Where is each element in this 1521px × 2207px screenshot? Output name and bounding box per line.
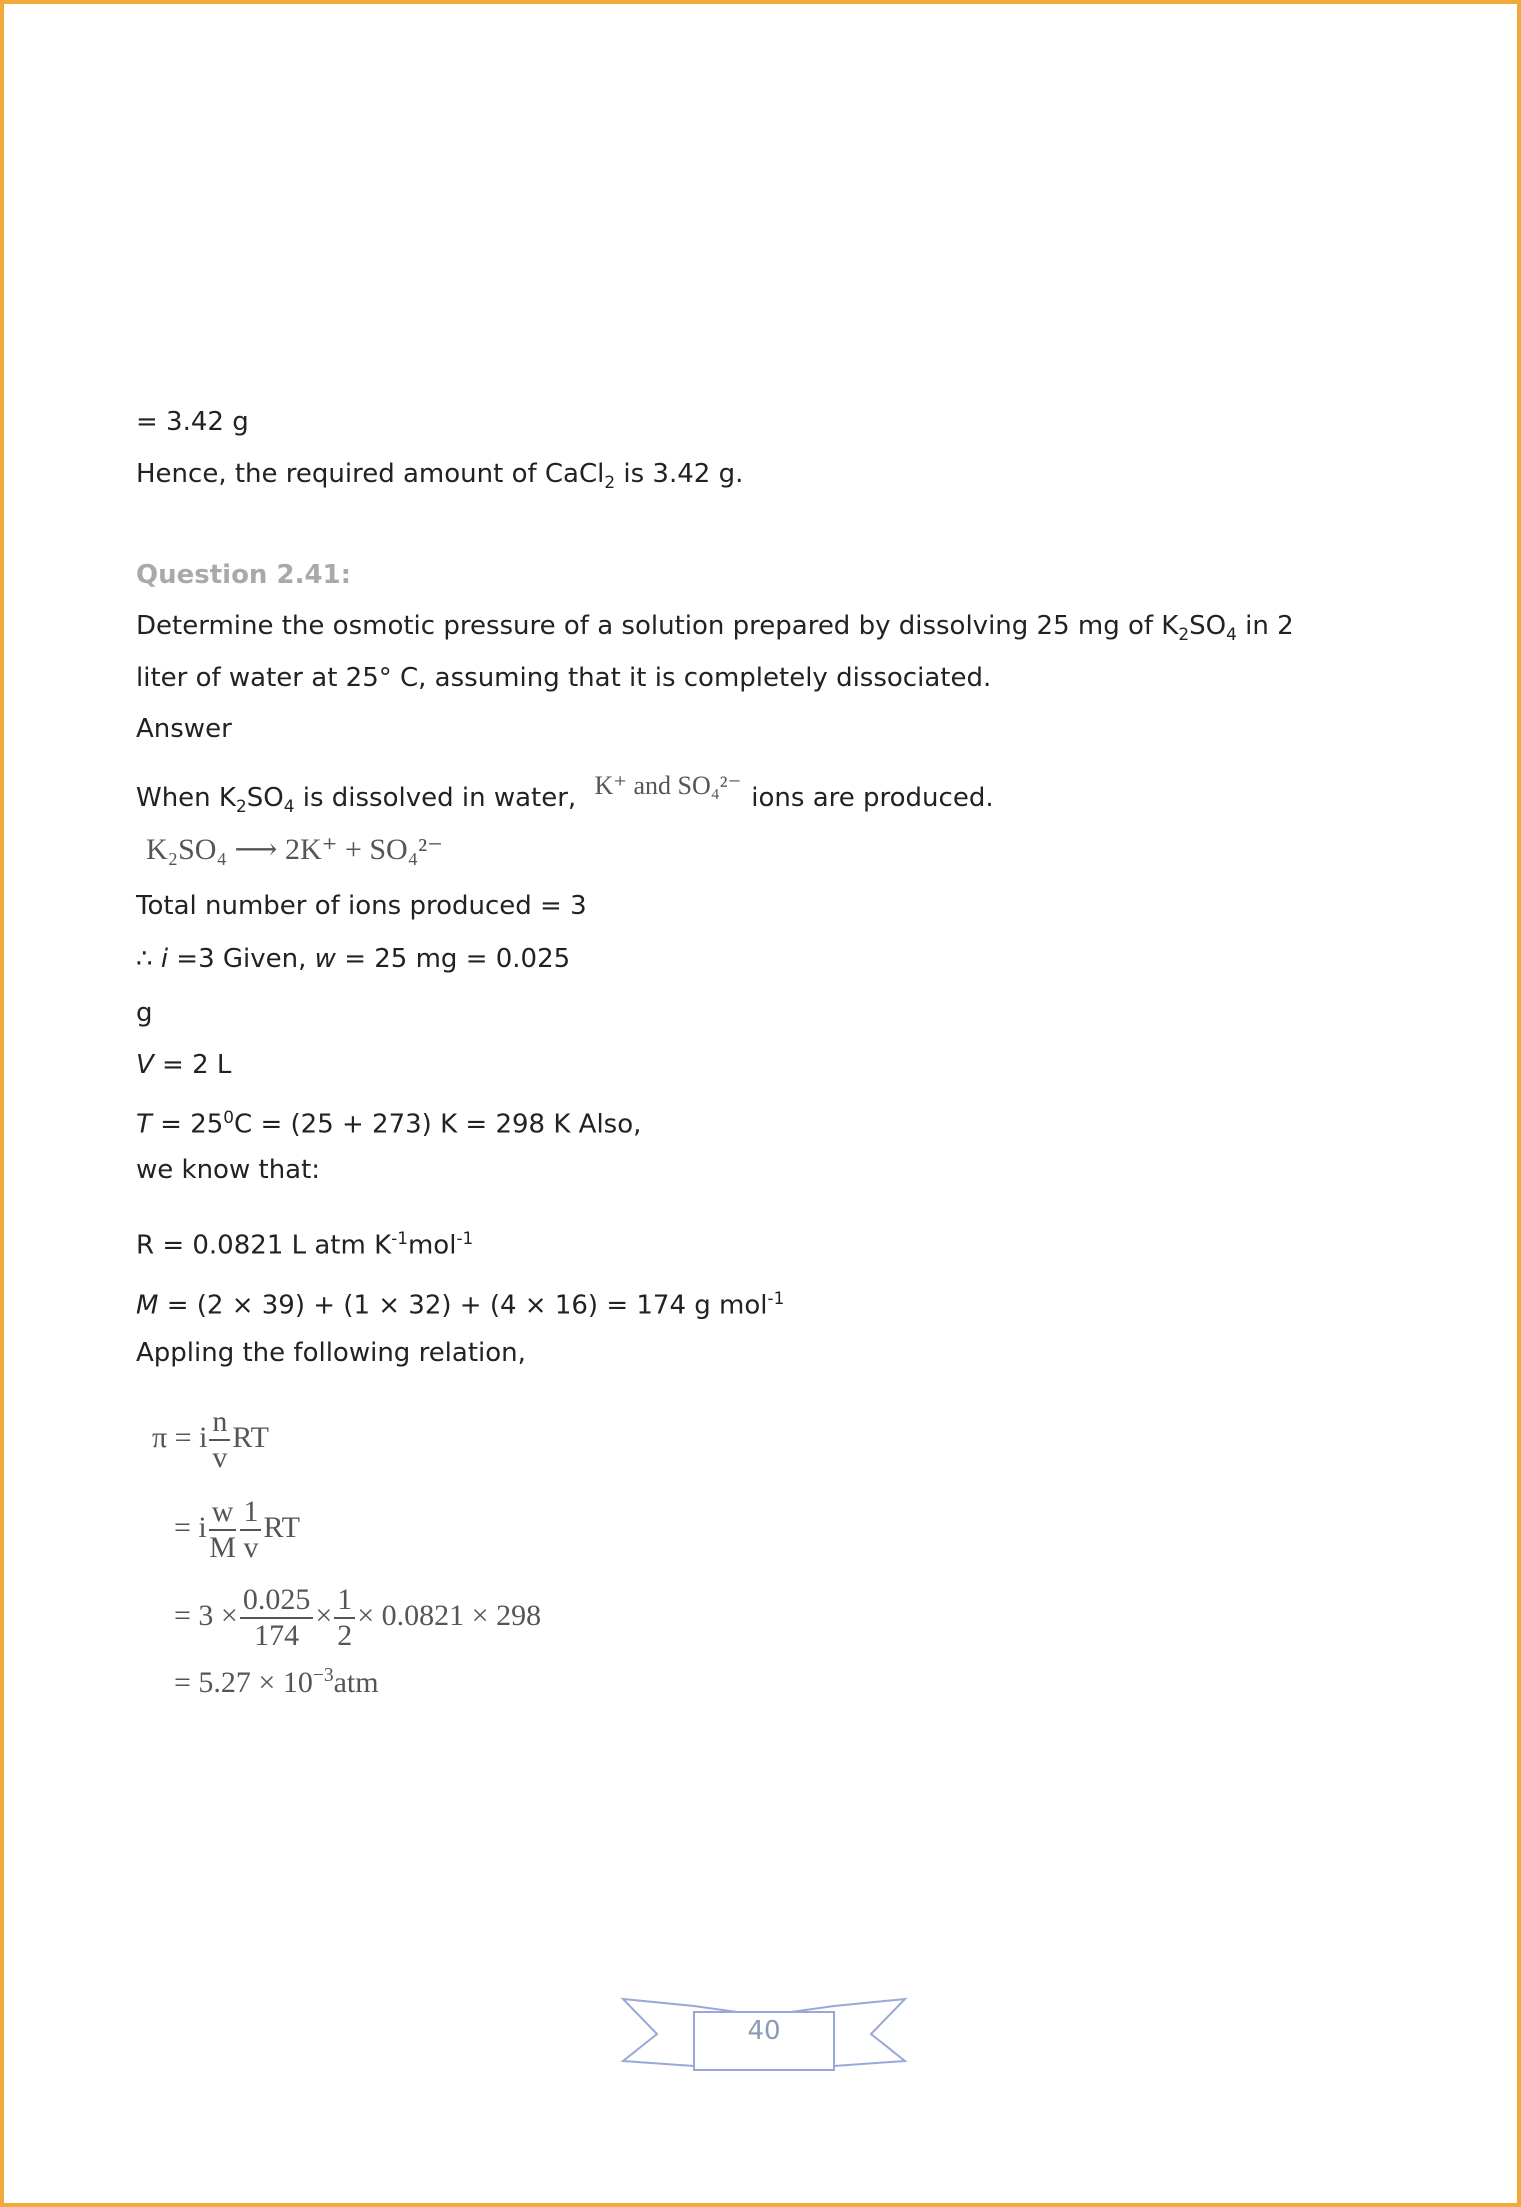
superscript: -1 (456, 1228, 474, 1248)
var: i (160, 944, 169, 974)
superscript: 0 (223, 1107, 235, 1127)
molar-mass-line (136, 1282, 784, 1322)
text: R = 0.0821 L atm K (136, 1230, 392, 1261)
var: V (136, 1050, 154, 1080)
result-line (136, 406, 249, 438)
text: = (2 × 39) + (1 × 32) + (4 × 16) = 174 g mol (158, 1290, 768, 1321)
dissolution-line (136, 771, 994, 822)
text: is 3.42 g. (615, 459, 744, 489)
text: = 2 L (153, 1050, 232, 1080)
text: RT (232, 1421, 269, 1454)
numerator: n (209, 1405, 230, 1441)
temperature-line (136, 1101, 641, 1141)
var: M (136, 1290, 159, 1321)
formula-step-3 (174, 1582, 541, 1653)
text: Hence, the required amount of CaCl (136, 459, 605, 489)
therefore-symbol: ∴ (136, 944, 161, 974)
subscript: 2 (604, 472, 616, 493)
conclusion-line (136, 458, 743, 498)
text: =3 Given, (168, 944, 315, 974)
text: ions are produced. (751, 783, 994, 813)
total-ions-line: Total number of ions produced = 3 (136, 891, 587, 921)
page-number-ribbon (619, 1994, 909, 2074)
fraction (209, 1495, 237, 1565)
denominator: M (209, 1531, 236, 1565)
unit-line: g (136, 998, 153, 1028)
text: = i (174, 1511, 207, 1544)
answer-label: Answer (136, 714, 232, 744)
var: w (314, 944, 336, 974)
fraction (240, 1583, 314, 1653)
text: Determine the osmotic pressure of a solution prepared by dissolving 25 mg of K (136, 611, 1179, 641)
text: = 3.42 g (136, 407, 249, 437)
text: RT (263, 1511, 300, 1544)
text: mol (407, 1230, 457, 1261)
text: SO (1189, 611, 1227, 641)
superscript: -1 (767, 1288, 785, 1308)
numerator: 1 (334, 1583, 355, 1619)
text: = 25 (151, 1109, 224, 1140)
numerator: 1 (240, 1495, 261, 1531)
text: atm (333, 1666, 379, 1699)
dissociation-equation: K₂SO₄ ⟶ 2K⁺ + SO₄²⁻ (146, 833, 443, 866)
page-number: 40 (747, 2016, 781, 2046)
denominator: v (243, 1531, 259, 1565)
text: is dissolved in water, (294, 783, 577, 813)
subscript: 2 (1178, 624, 1190, 645)
we-know-line: we know that: (136, 1155, 321, 1185)
text: When K (136, 783, 236, 813)
superscript: -1 (391, 1228, 408, 1248)
formula-step-1 (152, 1404, 269, 1475)
relation-line: Appling the following relation, (136, 1338, 526, 1368)
numerator: 0.025 (240, 1583, 314, 1619)
gas-constant-line (136, 1222, 473, 1262)
denominator: 174 (254, 1619, 300, 1653)
text: SO (246, 783, 284, 813)
volume-line (136, 1049, 231, 1081)
fraction (240, 1495, 261, 1565)
question-text-line-1 (136, 610, 1294, 650)
text: = 3 × (174, 1599, 238, 1632)
fraction (334, 1583, 355, 1653)
text: π = i (152, 1421, 208, 1454)
fraction (209, 1405, 230, 1475)
given-line (136, 943, 570, 975)
numerator: w (209, 1495, 237, 1531)
var: T (136, 1109, 152, 1140)
formula-result (174, 1660, 379, 1699)
text: × (315, 1599, 333, 1632)
subscript: 2 (235, 796, 247, 817)
denominator: 2 (337, 1619, 353, 1653)
denominator: v (212, 1441, 228, 1475)
formula-step-2 (174, 1494, 300, 1565)
question-text-line-2: liter of water at 25° C, assuming that it is completely dissociated. (136, 663, 992, 693)
text: = 25 mg = 0.025 (335, 944, 571, 974)
text: × 0.0821 × 298 (357, 1599, 542, 1632)
text: = 5.27 × 10 (174, 1666, 313, 1699)
question-heading: Question 2.41: (136, 560, 352, 590)
subscript: 4 (1226, 624, 1237, 645)
ions-formula: K⁺ and SO₄²⁻ (594, 771, 742, 800)
text: C = (25 + 273) K = 298 K Also, (234, 1109, 642, 1140)
subscript: 4 (283, 796, 295, 817)
text: in 2 (1236, 611, 1294, 641)
superscript: −3 (312, 1665, 334, 1686)
